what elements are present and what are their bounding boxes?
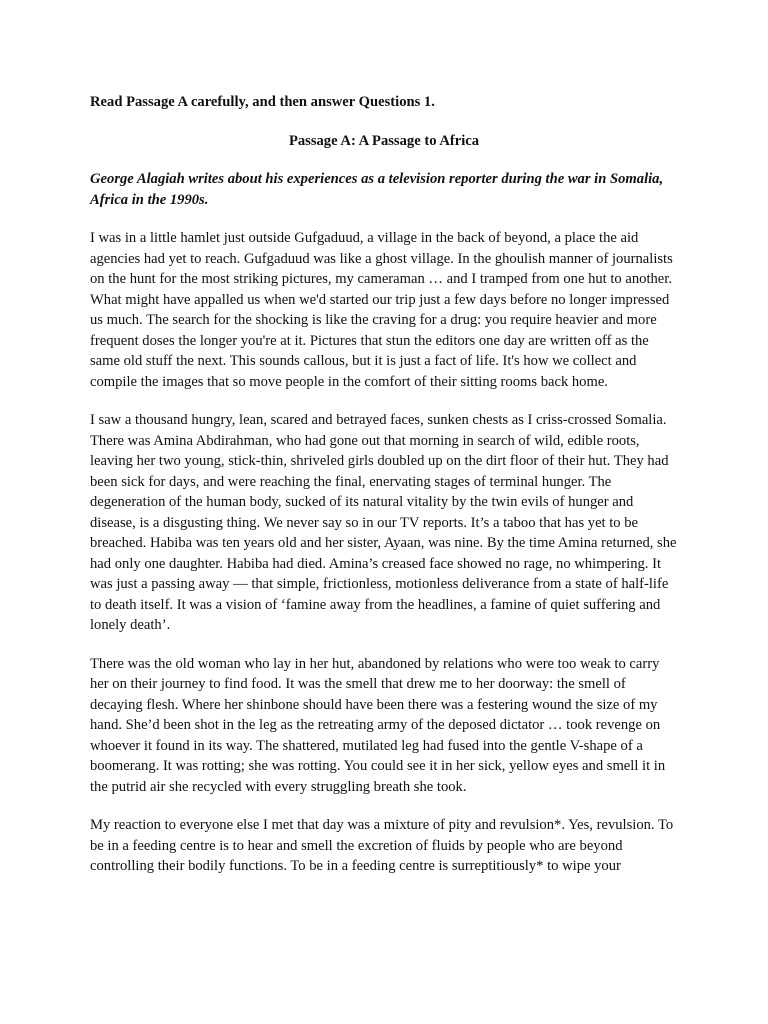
- instruction-text: Read Passage A carefully, and then answer Questions 1.: [90, 94, 435, 110]
- paragraph-4: My reaction to everyone else I met that day was a mixture of pity and revulsion*. Yes, revulsion. To be in a feeding centre is to hear and smell the excretion of fluids by people who are beyond controlling their bodily functions. To be in a feeding centre is surreptitiously* to wipe your: [90, 817, 674, 874]
- document-page: [90, 92, 678, 895]
- paragraph-1: I was in a little hamlet just outside Gufgaduud, a village in the back of beyond, a place the aid agencies had yet to reach. Gufgaduud was like a ghost village. In the ghoulish manner of journalists on the hunt for the most striking pictures, my cameraman … and I tramped from one hut to another. What might have appalled us when we'd started our trip just a few days before no longer impressed us much. The search for the shocking is like the craving for a drug: you require heavier and more frequent doses the longer you're at it. Pictures that stun the editors one day are written off as the same old stuff the next. This sounds callous, but it is just a fact of life. It's how we collect and compile the images that so move people in the comfort of their sitting rooms back home.: [90, 230, 673, 390]
- passage-title: Passage A: A Passage to Africa: [288, 132, 480, 149]
- paragraph-2: I saw a thousand hungry, lean, scared and betrayed faces, sunken chests as I criss-crossed Somalia. There was Amina Abdirahman, who had gone out that morning in search of wild, edible roots, leaving her two young, stick-thin, shriveled girls doubled up on the dirt floor of their hut. They had been sick for days, and were reaching the final, enervating stages of terminal hunger. The degeneration of the human body, sucked of its natural vitality by the twin evils of hunger and disease, is a disgusting thing. We never say so in our TV reports. It’s a taboo that has yet to be breached. Habiba was ten years old and her sister, Ayaan, was nine. By the time Amina returned, she had only one daughter. Habiba had died. Amina’s creased face showed no rage, no whimpering. It was just a passing away — that simple, frictionless, motionless deliverance from a state of half-life to death itself. It was a vision of ‘famine away from the headlines, a famine of quiet suffering and lonely death’.: [90, 412, 677, 633]
- passage-intro: George Alagiah writes about his experiences as a television reporter during the war in Somalia, Africa in the 1990s.: [90, 171, 664, 208]
- paragraph-3: There was the old woman who lay in her hut, abandoned by relations who were too weak to carry her on their journey to find food. It was the smell that drew me to her doorway: the smell of decaying flesh. Where her shinbone should have been there was a festering wound the size of my hand. She’d been shot in the leg as the retreating army of the deposed dictator … took revenge on whoever it found in its way. The shattered, mutilated leg had fused into the gentle V-shape of a boomerang. It was rotting; she was rotting. You could see it in her sick, yellow eyes and smell it in the putrid air she recycled with every struggling breath she took.: [90, 655, 666, 795]
